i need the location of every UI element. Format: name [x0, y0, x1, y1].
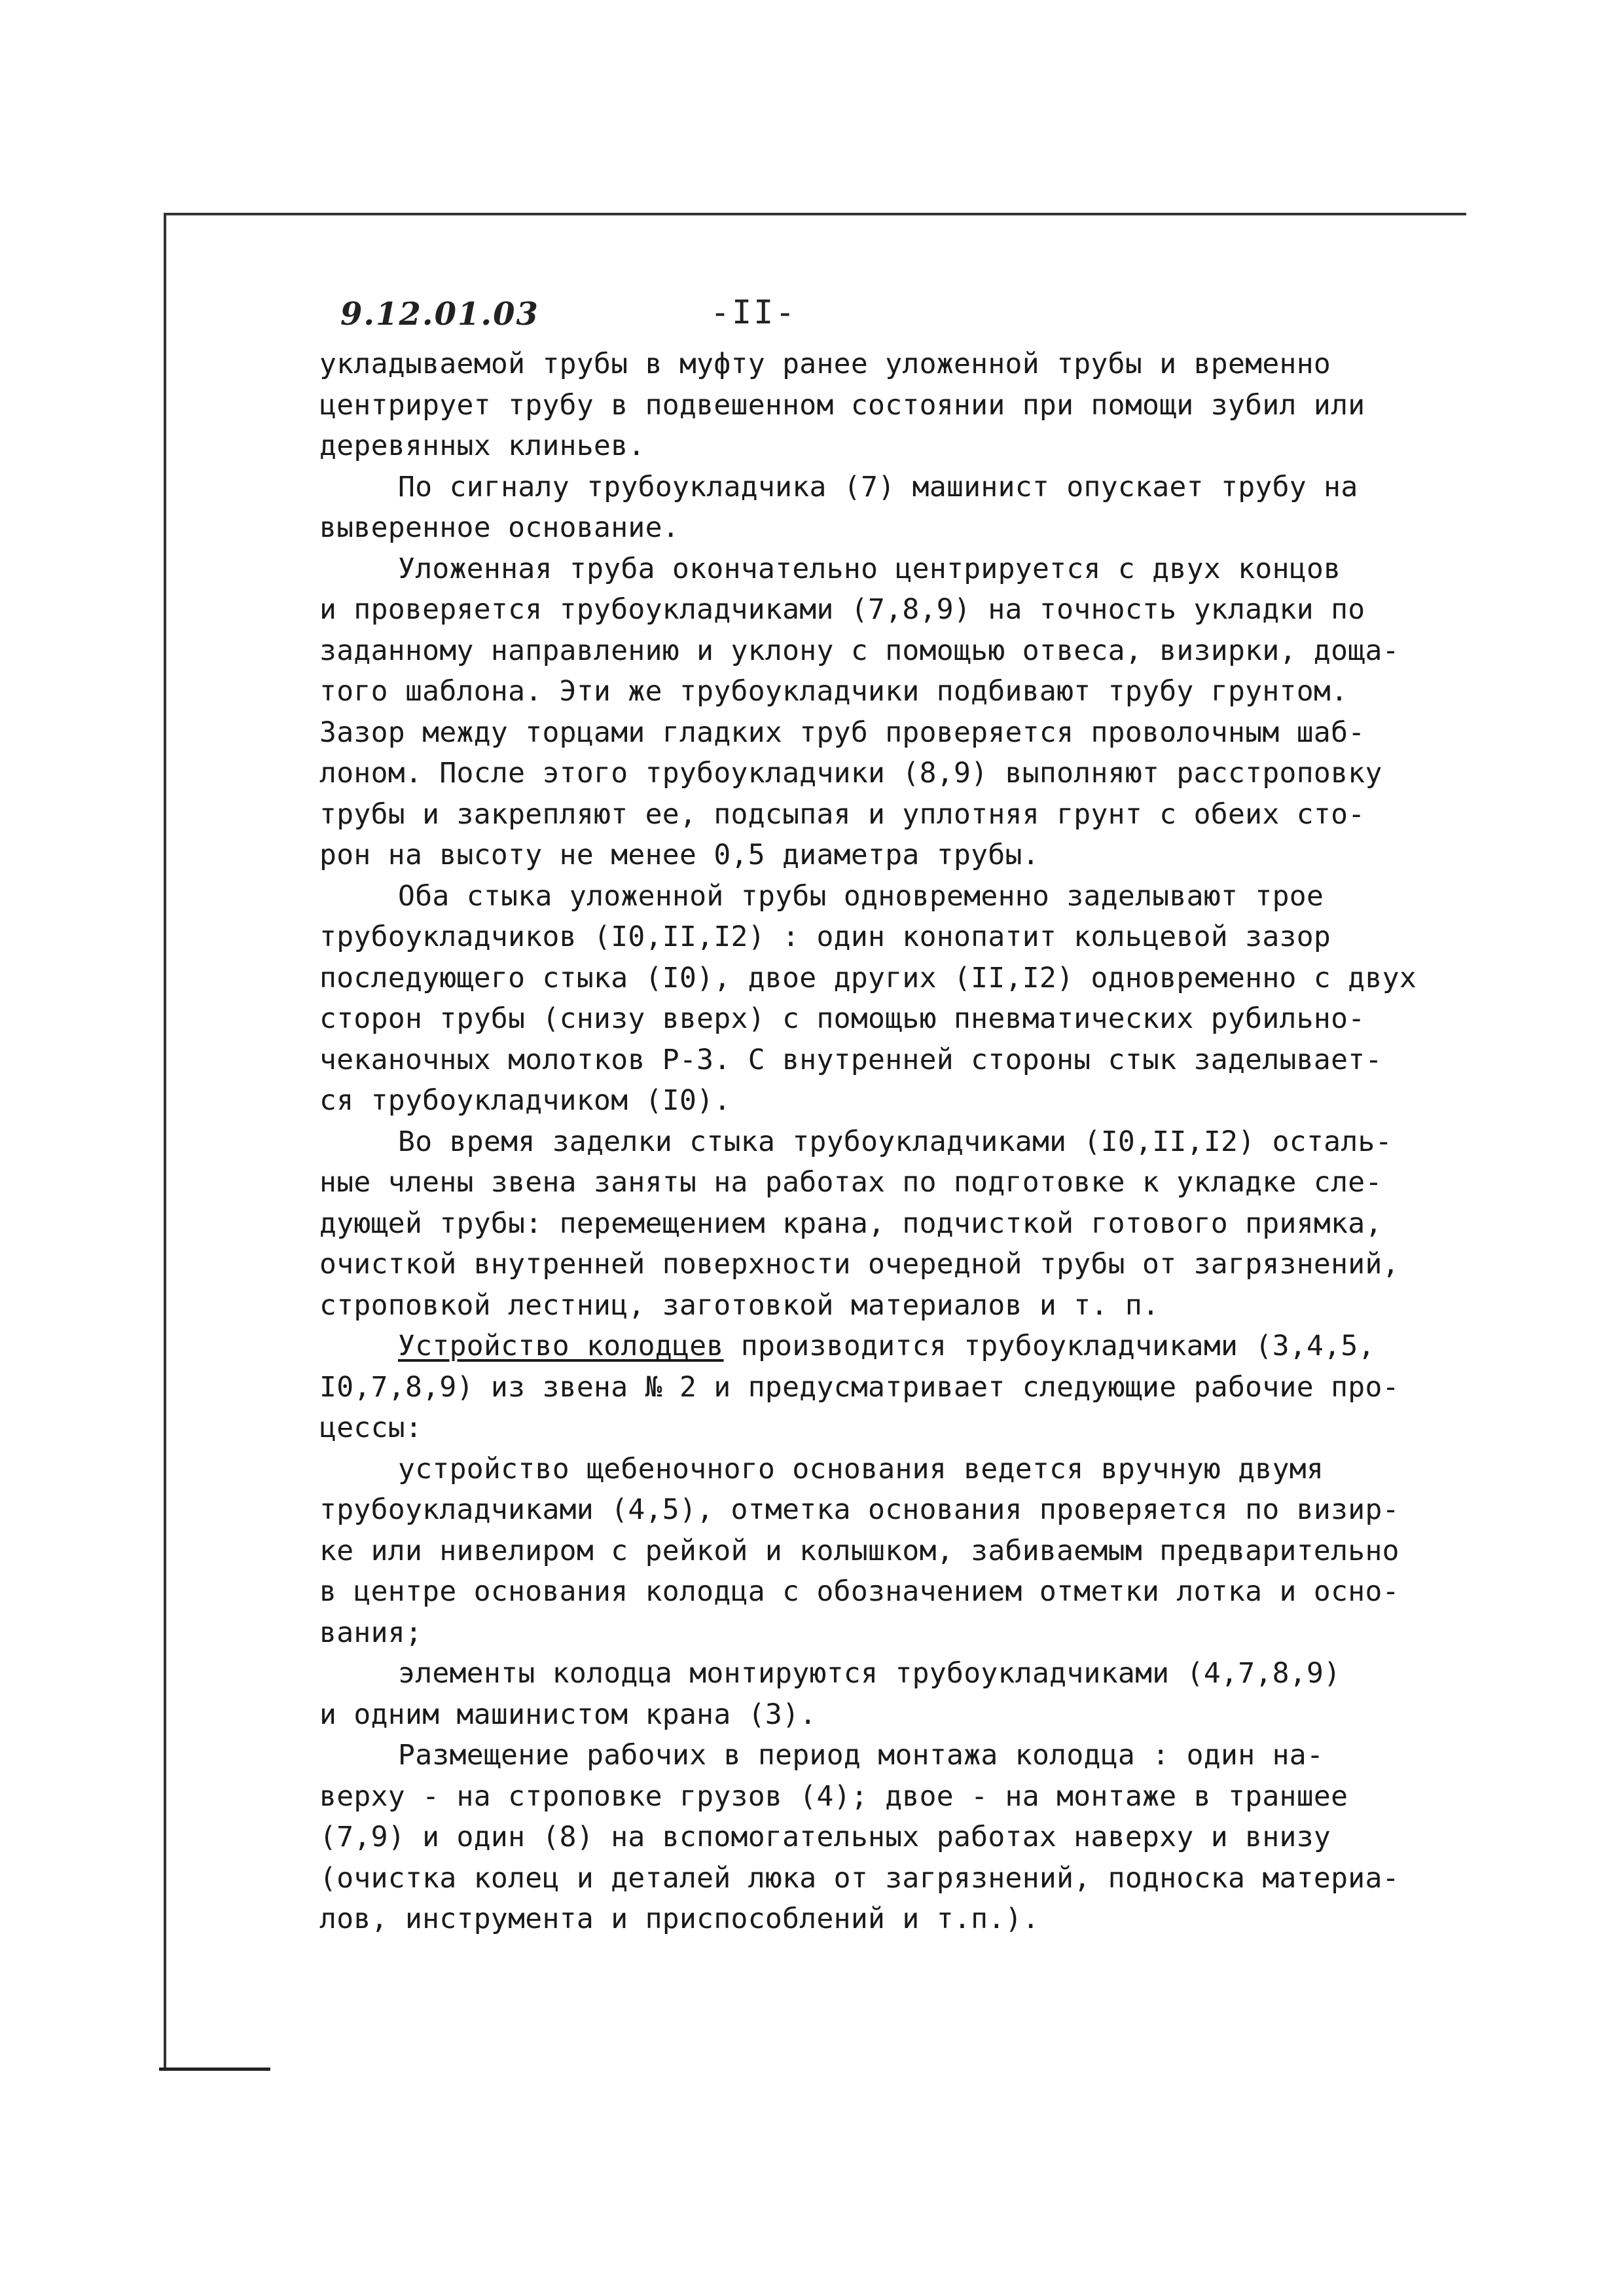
- text-line: чеканочных молотков Р-3. С внутренней стороны стык заделывает-: [319, 1043, 1382, 1076]
- text-line: элементы колодца монтируются трубоукладчиками (4,7,8,9): [398, 1657, 1341, 1690]
- text-line: рон на высоту не менее 0,5 диаметра трубы.: [319, 839, 1039, 871]
- text-line: Уложенная труба окончательно центрируется с двух концов: [398, 552, 1341, 585]
- text-line: устройство щебеночного основания ведется вручную двумя: [398, 1452, 1324, 1485]
- text-line: дующей трубы: перемещением крана, подчисткой готового приямка,: [319, 1207, 1382, 1240]
- text-line: Размещение рабочих в период монтажа колодца : один на-: [398, 1739, 1324, 1772]
- text-line: того шаблона. Эти же трубоукладчики подбивают трубу грунтом.: [319, 675, 1348, 708]
- body-text: [319, 344, 1432, 1940]
- text-line-continuation: производится трубоукладчиками (3,4,5,: [740, 1330, 1375, 1362]
- frame-left-line: [164, 213, 166, 2069]
- page-number: -II-: [710, 293, 797, 331]
- text-line: в центре основания колодца с обозначением отметки лотка и осно-: [319, 1575, 1399, 1608]
- text-line: верху - на строповке грузов (4); двое - на монтаже в траншее: [319, 1779, 1348, 1813]
- text-line: ся трубоукладчиком (I0).: [319, 1084, 731, 1117]
- text-line: ке или нивелиром с рейкой и колышком, забиваемым предварительно: [319, 1534, 1399, 1567]
- text-line: [319, 1326, 1432, 1367]
- text-line: очисткой внутренней поверхности очередной трубы от загрязнений,: [319, 1248, 1399, 1281]
- frame-bottom-line: [159, 2068, 270, 2071]
- text-line: укладываемой трубы в муфту ранее уложенной трубы и временно: [319, 348, 1331, 380]
- text-line: ные члены звена заняты на работах по подготовке к укладке сле-: [319, 1166, 1382, 1199]
- text-line: I0,7,8,9) из звена № 2 и предусматривает следующие рабочие про-: [319, 1370, 1399, 1404]
- text-line: трубоукладчиками (4,5), отметка основания проверяется по визир-: [319, 1493, 1399, 1526]
- text-line: последующего стыка (I0), двое других (II,I2) одновременно с двух: [319, 961, 1417, 994]
- text-line: лов, инструмента и приспособлений и т.п.).: [319, 1903, 1039, 1935]
- text-line: (очистка колец и деталей люка от загрязнений, подноска материа-: [319, 1861, 1399, 1895]
- text-line: Во время заделки стыка трубоукладчиками (I0,II,I2) осталь-: [398, 1125, 1392, 1158]
- text-line: деревянных клиньев.: [319, 429, 645, 462]
- frame-top-line: [164, 213, 1466, 215]
- text-line: Оба стыка уложенной трубы одновременно заделывают трое: [398, 879, 1324, 913]
- text-line: строповкой лестниц, заготовкой материалов и т. п.: [319, 1288, 1160, 1322]
- text-line: лоном. После этого трубоукладчики (8,9) выполняют расстроповку: [319, 757, 1382, 790]
- text-line: трубоукладчиков (I0,II,I2) : один конопатит кольцевой зазор: [319, 920, 1331, 953]
- text-line: сторон трубы (снизу вверх) с помощью пневматических рубильно-: [319, 1002, 1365, 1035]
- text-line: Зазор между торцами гладких труб проверяется проволочным шаб-: [319, 716, 1365, 749]
- text-line: и одним машинистом крана (3).: [319, 1698, 817, 1731]
- text-line: центрирует трубу в подвешенном состоянии при помощи зубил или: [319, 388, 1365, 422]
- section-heading-wells: Устройство колодцев: [398, 1330, 724, 1362]
- text-line: цессы:: [319, 1412, 423, 1444]
- text-line: заданному направлению и уклону с помощью отвеса, визирки, доща-: [319, 634, 1399, 667]
- text-line: (7,9) и один (8) на вспомогательных работах наверху и внизу: [319, 1821, 1331, 1853]
- text-line: По сигналу трубоукладчика (7) машинист опускает трубу на: [398, 470, 1358, 503]
- document-code: 9.12.01.03: [340, 296, 539, 333]
- text-line: выверенное основание.: [319, 511, 679, 544]
- text-line: трубы и закрепляют ее, подсыпая и уплотняя грунт с обеих сто-: [319, 797, 1365, 831]
- text-line: вания;: [319, 1616, 423, 1649]
- text-line: и проверяется трубоукладчиками (7,8,9) на точность укладки по: [319, 593, 1365, 626]
